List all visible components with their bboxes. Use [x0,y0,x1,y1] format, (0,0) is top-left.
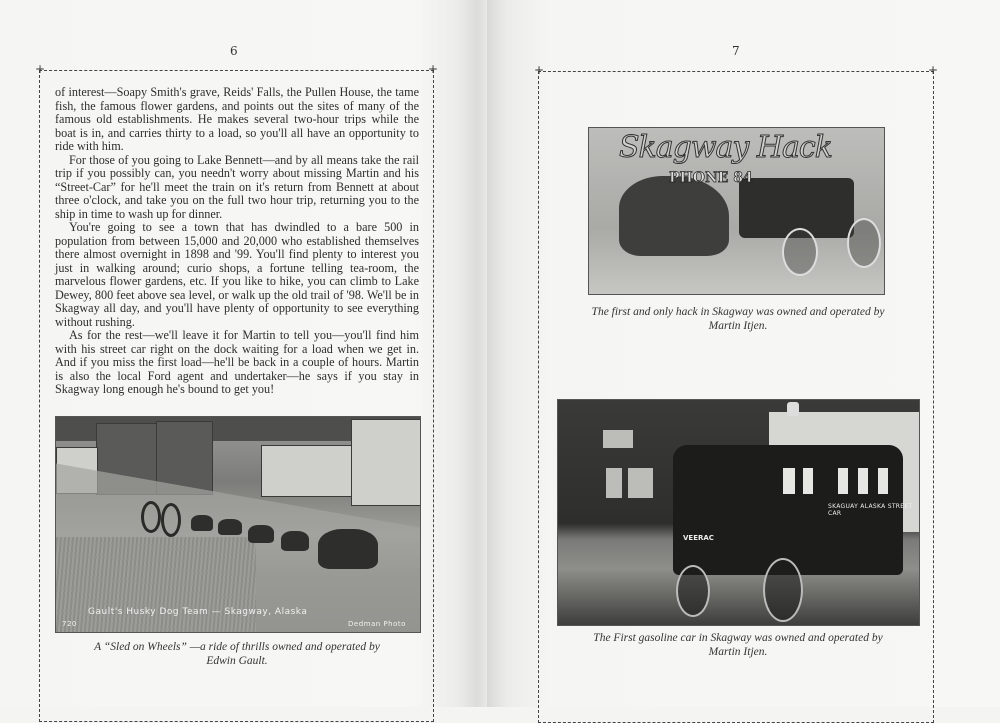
caption-line: The First gasoline car in Skagway was owned and operated by [593,632,883,644]
body-text [55,86,419,397]
paragraph: of interest—Soapy Smith's grave, Reids' Falls, the Pullen House, the tame fish, the famous flower gardens, and points out the sites of many of the famous old establishments. He makes several two-hour trips while the boat is in, and carries thirty to a load, so you'll all have an opportunity to ride with him. [55,85,419,153]
photo-number: 720 [62,620,77,628]
caption-line: Edwin Gault. [206,655,268,667]
caption-line: Martin Itjen. [708,646,768,658]
left-page [0,0,487,707]
paragraph: For those of you going to Lake Bennett—and by all means take the rail trip if you possibly can, you needn't worry about missing Martin and his “Street-Car” for he'll meet the train on it's return from Bennett at about three o'clock, and take you on the full two hour trip, returning you to the ship in time to wash up for dinner. [55,152,419,221]
paragraph: You're going to see a town that has dwindled to a bare 500 in population from between 15,000 and 20,000 who established themselves there almost overnight in 1898 and '99. You'll find plenty to interest you just in walking around; curio shops, a fortune telling tea-room, the marvelous flower gardens, etc. If you like to hike, you can climb to Lake Dewey, 800 feet above sea level, or walk up the old trail of '98. We'll be in Skagway all day, and you'll have plenty of opportunity to see everything without rushing. [55,220,419,329]
photo-credit: Dedman Photo [348,620,406,628]
gasoline-street-car-photo [557,399,920,626]
skagway-hack-photo [588,127,885,295]
photo-inscription: Gault's Husky Dog Team — Skagway, Alaska [88,607,308,617]
paragraph: As for the rest—we'll leave it for Martin to tell you—you'll find him with his street car right on the dock waiting for a load when we get in. And if you miss the first load—he'll be back in a couple of hours. Martin is also the local Ford agent and undertaker—he says if you stay in Skagway long enough he's bound to get you! [55,328,419,396]
street-car-front-plate: VEERAC [683,534,714,542]
hack-sign-title: Skagway Hack [619,130,832,165]
street-car-side-sign: SKAGUAY ALASKA STREET CAR [828,503,913,517]
photo-caption [560,631,916,659]
photo-caption [560,305,916,333]
caption-line: Martin Itjen. [708,320,768,332]
caption-line: A “Sled on Wheels” —a ride of thrills owned and operated by [94,641,380,653]
page-number: 6 [230,44,238,58]
photo-caption [55,640,419,668]
husky-dog-team-photo [55,416,421,633]
caption-line: The first and only hack in Skagway was owned and operated by [591,306,885,318]
page-number: 7 [732,44,740,58]
hack-sign-phone: PHONE 84 [669,170,753,186]
